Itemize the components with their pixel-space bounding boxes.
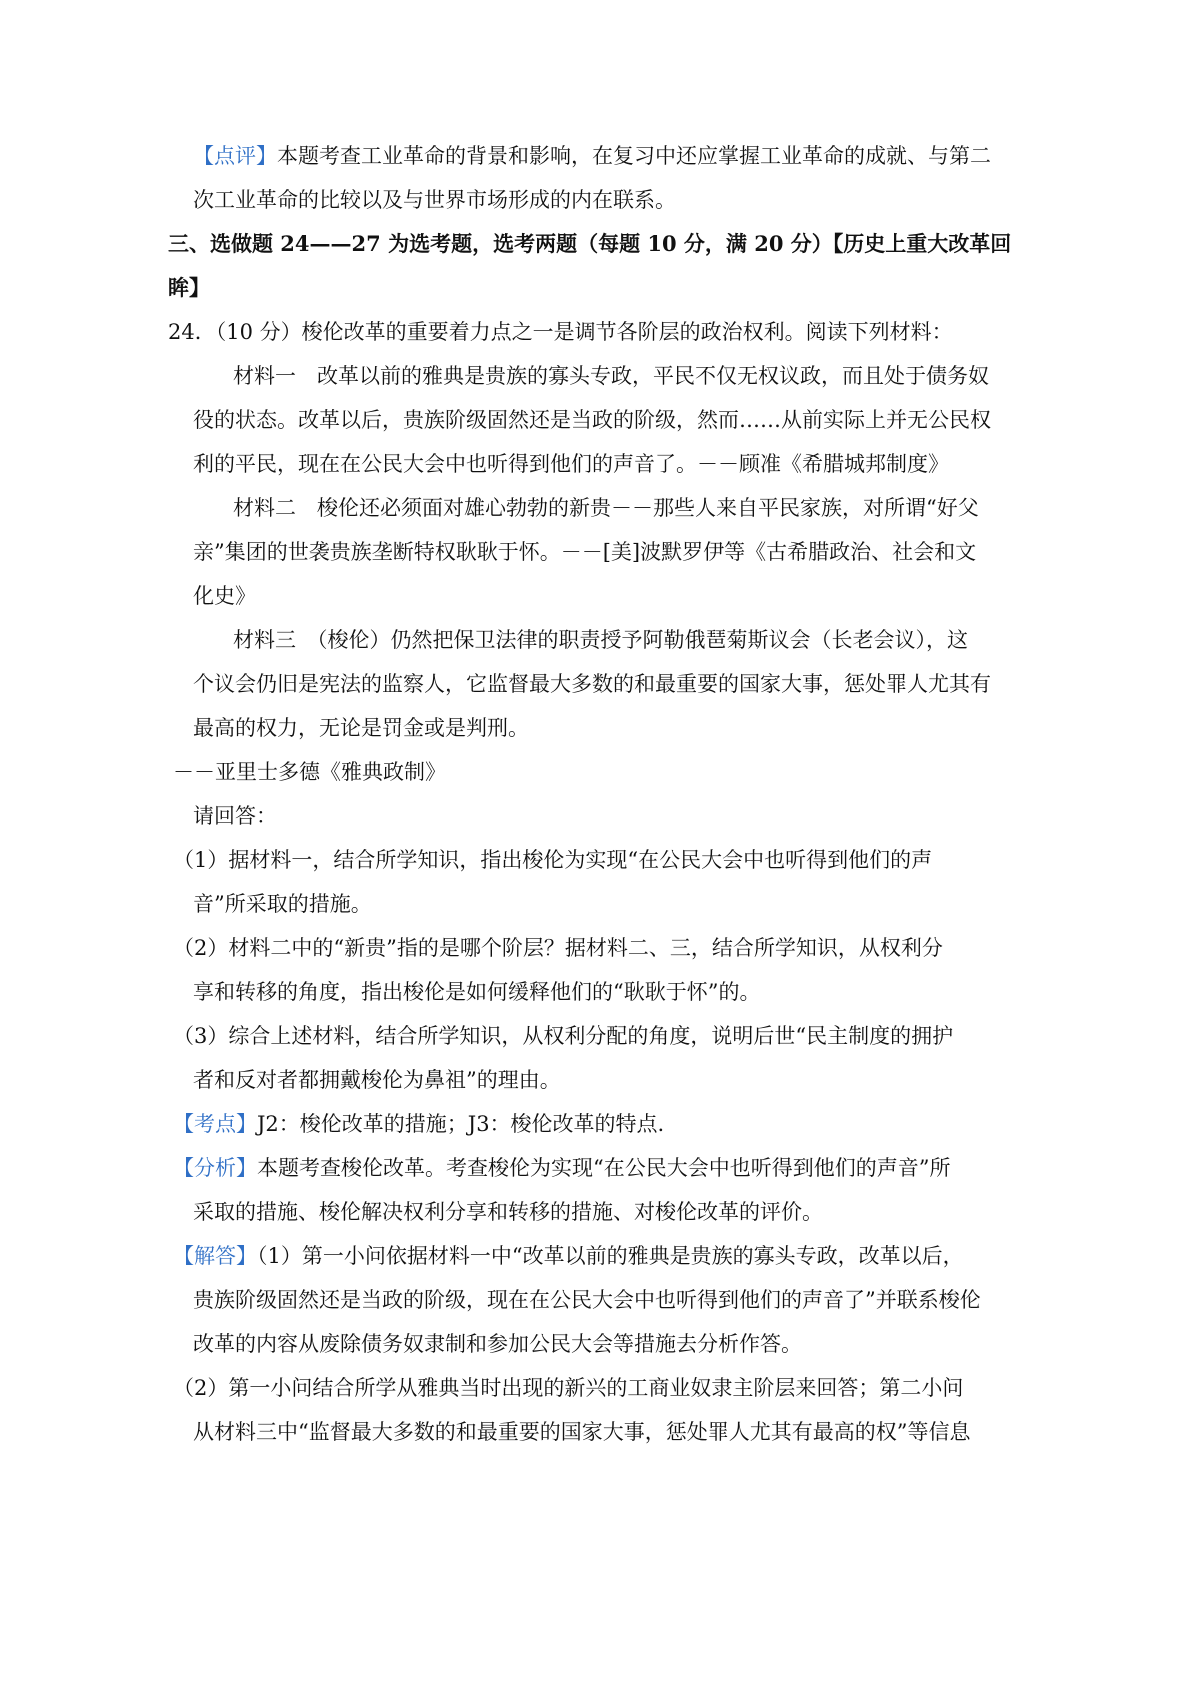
analysis-tag: 【分析】 — [173, 1156, 257, 1180]
material-2-line: 材料二 梭伦还必须面对雄心勃勃的新贵－－那些人来自平民家族，对所谓“好父 — [233, 496, 979, 520]
question-stem: 24．（10 分）梭伦改革的重要着力点之一是调节各阶层的政治权利。阅读下列材料： — [168, 320, 953, 344]
sub-question-1-cont: 音”所采取的措施。 — [193, 892, 372, 916]
answer-line — [173, 1242, 964, 1270]
review-text: 本题考查工业革命的背景和影响，在复习中还应掌握工业革命的成就、与第二 — [277, 144, 991, 168]
material-2-line: 亲”集团的世袭贵族垄断特权耿耿于怀。－－[美]波默罗伊等《古希腊政治、社会和文 — [193, 540, 977, 564]
material-1-line: 利的平民，现在在公民大会中也听得到他们的声音了。－－顾准《希腊城邦制度》 — [193, 452, 949, 476]
kaodian-text: J2：梭伦改革的措施；J3：梭伦改革的特点. — [257, 1112, 665, 1136]
answer-tag: 【解答】 — [173, 1244, 257, 1268]
material-3-line: 材料三 （梭伦）仍然把保卫法律的职责授予阿勒俄琶菊斯议会（长老会议），这 — [233, 628, 968, 652]
material-2-line: 化史》 — [193, 584, 256, 608]
answer-line-cont: 贵族阶级固然还是当政的阶级，现在在公民大会中也听得到他们的声音了”并联系梭伦 — [193, 1288, 981, 1312]
material-1-line: 材料一 改革以前的雅典是贵族的寡头专政，平民不仅无权议政，而且处于债务奴 — [233, 364, 989, 388]
section-heading: 三、选做题 24——27 为选考题，选考两题（每题 10 分，满 20 分）【历史上重大改革回 — [168, 231, 1012, 256]
kaodian-line — [173, 1110, 664, 1138]
material-3-line: 个议会仍旧是宪法的监察人，它监督最大多数的和最重要的国家大事，惩处罪人尤其有 — [193, 672, 991, 696]
sub-question-3-cont: 者和反对者都拥戴梭伦为鼻祖”的理由。 — [193, 1068, 561, 1092]
answer-line-cont: 改革的内容从废除债务奴隶制和参加公民大会等措施去分析作答。 — [193, 1332, 802, 1356]
review-paragraph-line: 次工业革命的比较以及与世界市场形成的内在联系。 — [193, 188, 676, 212]
material-3-source: －－亚里士多德《雅典政制》 — [173, 760, 446, 784]
analysis-text: 本题考查梭伦改革。考查梭伦为实现“在公民大会中也听得到他们的声音”所 — [257, 1156, 951, 1180]
kaodian-tag: 【考点】 — [173, 1112, 257, 1136]
review-paragraph-line — [193, 142, 991, 170]
sub-question-1: （1）据材料一，结合所学知识，指出梭伦为实现“在公民大会中也听得到他们的声 — [173, 848, 933, 872]
section-heading-cont: 眸】 — [168, 275, 210, 300]
analysis-line-cont: 采取的措施、梭伦解决权利分享和转移的措施、对梭伦改革的评价。 — [193, 1200, 823, 1224]
answer-line-2-cont: 从材料三中“监督最大多数的和最重要的国家大事，惩处罪人尤其有最高的权”等信息 — [193, 1420, 971, 1444]
material-3-line: 最高的权力，无论是罚金或是判刑。 — [193, 716, 529, 740]
material-1-line: 役的状态。改革以后，贵族阶级固然还是当政的阶级，然而……从前实际上并无公民权 — [193, 408, 991, 432]
review-tag: 【点评】 — [193, 144, 277, 168]
sub-question-2: （2）材料二中的“新贵”指的是哪个阶层？据材料二、三，结合所学知识，从权利分 — [173, 936, 943, 960]
question-prompt: 请回答： — [193, 804, 277, 828]
sub-question-2-cont: 享和转移的角度，指出梭伦是如何缓释他们的“耿耿于怀”的。 — [193, 980, 761, 1004]
answer-text: （1）第一小问依据材料一中“改革以前的雅典是贵族的寡头专政，改革以后， — [257, 1244, 964, 1268]
analysis-line — [173, 1154, 950, 1182]
sub-question-3: （3）综合上述材料，结合所学知识，从权利分配的角度，说明后世“民主制度的拥护 — [173, 1024, 954, 1048]
answer-line-2: （2）第一小问结合所学从雅典当时出现的新兴的工商业奴隶主阶层来回答；第二小问 — [173, 1376, 964, 1400]
